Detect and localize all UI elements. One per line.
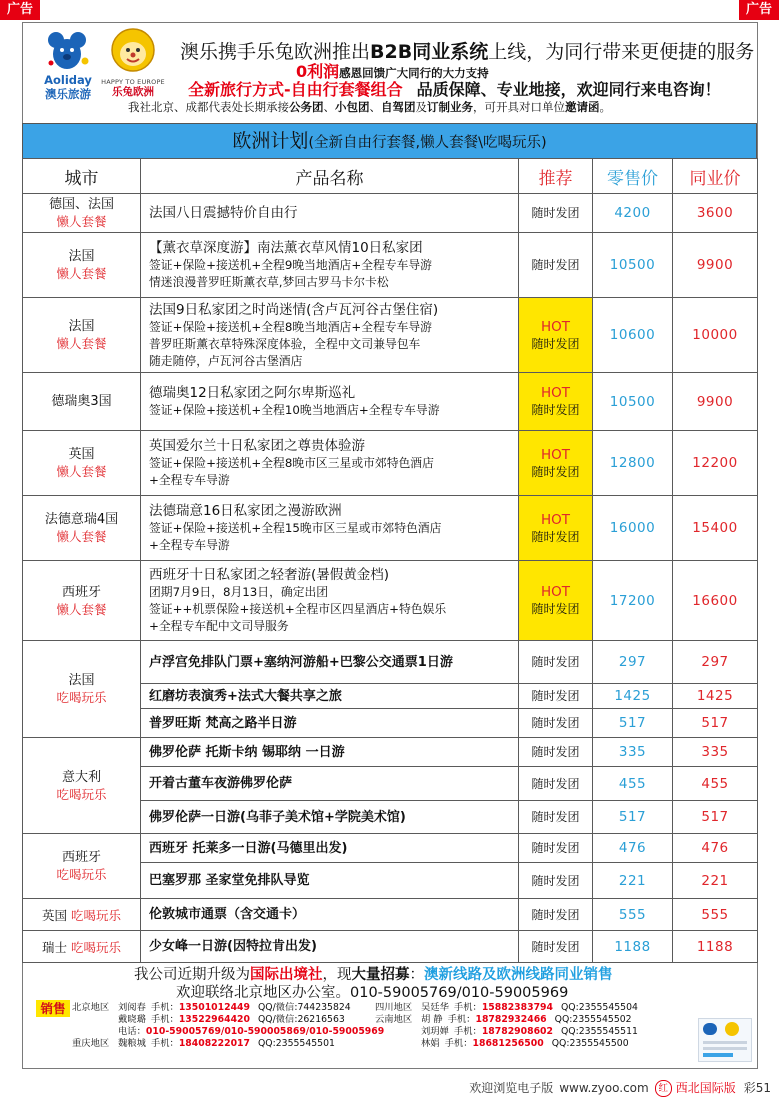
hot-recommend-cell	[519, 298, 593, 373]
retail-price: 476	[593, 834, 673, 863]
departure-text: 随时发团	[531, 529, 580, 544]
sales-name: 刘玥婵	[421, 1026, 449, 1037]
trade-price: 9900	[673, 233, 758, 298]
edition-name: 西北国际版	[675, 1081, 736, 1095]
hot-badge: HOT	[540, 511, 571, 528]
product-detail: 签证+保险+接送机+全程10晚当地酒店+全程专车导游	[149, 403, 440, 417]
sales-contact	[375, 1026, 638, 1038]
retail-price: 4200	[593, 194, 673, 233]
aoliday-logo-english: Aoliday	[44, 73, 92, 87]
recruit-text: ：	[409, 967, 424, 983]
city-cell	[23, 899, 141, 931]
product-cell	[141, 431, 519, 496]
recommend-cell	[519, 233, 593, 298]
departure-text: 随时发团	[531, 907, 580, 922]
services-highlight: 自驾团	[381, 100, 416, 114]
sales-name: 吴廷华	[421, 1002, 449, 1013]
city-name: 西班牙	[61, 850, 101, 865]
departure-text: 随时发团	[531, 655, 580, 669]
recruitment-line	[134, 966, 613, 984]
retail-price: 297	[593, 641, 673, 684]
lion-icon	[105, 28, 161, 74]
activity-name: 红磨坊表演秀+法式大餐共享之旅	[141, 684, 519, 709]
zero-profit: 0利润	[296, 62, 340, 81]
activity-tag: 吃喝玩乐	[71, 907, 122, 923]
product-cell	[141, 561, 519, 641]
package-tag: 懒人套餐	[56, 464, 107, 479]
city-name: 德国、法国	[48, 197, 114, 212]
product-title: 西班牙十日私家团之轻奢游(暑假黄金档)	[149, 567, 390, 583]
retail-price: 10500	[593, 233, 673, 298]
services-text: 。	[599, 100, 611, 114]
product-detail: 签证+保险+接送机+全程8晚当地酒店+全程专车导游	[149, 319, 432, 334]
edition-circle-icon: 红	[655, 1080, 672, 1097]
retail-price: 455	[593, 767, 673, 801]
ad-badge-left: 广告	[0, 0, 40, 20]
recruit-text: ，现	[322, 967, 352, 983]
city-cell	[23, 298, 141, 373]
headline	[180, 41, 754, 63]
phone-label: 手机：	[150, 1002, 179, 1013]
activity-name: 巴塞罗那 圣家堂免排队导览	[141, 863, 519, 899]
table-title-bar	[22, 123, 757, 159]
phone-number: 15882383794	[481, 1002, 553, 1013]
trade-price: 476	[673, 834, 758, 863]
package-tag: 懒人套餐	[56, 529, 107, 544]
retail-price: 221	[593, 863, 673, 899]
trade-price: 16600	[673, 561, 758, 641]
product-title: 法国9日私家团之时尚迷情(含卢瓦河谷古堡住宿)	[149, 301, 439, 318]
services-highlight: 订制业务	[427, 100, 473, 114]
city-inline	[23, 906, 140, 924]
recommend-cell	[519, 801, 593, 834]
retail-price: 1188	[593, 931, 673, 963]
phone-label: 手机：	[453, 1002, 482, 1013]
recruiting-label: 大量招募	[351, 967, 410, 983]
sales-contact	[375, 1002, 638, 1014]
product-title: 【薰衣草深度游】南法薰衣草风情10日私家团	[149, 240, 423, 256]
page-number: 彩51	[743, 1081, 771, 1095]
product-detail: 情迷浪漫普罗旺斯薰衣草,梦回古罗马卡尔卡松	[149, 275, 389, 289]
services-text: 及	[415, 100, 427, 114]
hot-recommend-cell	[519, 373, 593, 431]
header-recommend: 推荐	[519, 159, 593, 194]
hot-badge: HOT	[540, 318, 571, 335]
trade-price: 517	[673, 709, 758, 738]
city-cell	[23, 496, 141, 561]
city-name: 英国	[41, 907, 67, 923]
sales-contact	[375, 1014, 638, 1026]
product-cell	[141, 373, 519, 431]
sales-contact	[72, 1002, 392, 1014]
product-title: 德瑞奥12日私家团之阿尔卑斯巡礼	[149, 385, 356, 401]
trade-price: 335	[673, 738, 758, 767]
recruit-positions: 澳新线路及欧洲线路同业销售	[424, 967, 613, 983]
city-name: 英国	[68, 447, 95, 462]
sales-name: 林娟	[421, 1038, 440, 1049]
e-edition-label: 欢迎浏览电子版	[469, 1081, 554, 1095]
product-detail: +全程专车配中文司导服务	[149, 619, 289, 633]
package-tag: 懒人套餐	[56, 214, 107, 229]
recommend-cell	[519, 834, 593, 863]
headline-b2b: B2B同业系统	[370, 41, 489, 63]
sales-name: 刘阅春	[118, 1002, 146, 1013]
departure-text: 随时发团	[531, 776, 580, 791]
activity-name: 佛罗伦萨 托斯卡纳 锡耶纳 一日游	[141, 738, 519, 767]
phone-label: 手机：	[453, 1026, 482, 1037]
phone-number: 18408222017	[178, 1038, 250, 1049]
sales-contact	[72, 1014, 392, 1026]
retail-price: 16000	[593, 496, 673, 561]
product-title: 法德瑞意16日私家团之漫游欧洲	[149, 503, 342, 519]
package-tag: 懒人套餐	[56, 601, 107, 617]
product-cell	[141, 298, 519, 373]
departure-text: 随时发团	[531, 810, 580, 824]
activity-name: 普罗旺斯 梵高之路半日游	[141, 709, 519, 738]
departure-text: 随时发团	[531, 841, 580, 855]
header-product: 产品名称	[141, 159, 519, 194]
activity-row	[23, 738, 758, 767]
departure-text: 随时发团	[531, 745, 580, 759]
sales-region: 四川地区	[375, 1002, 413, 1013]
qq-id: QQ:2355545504	[560, 1002, 638, 1013]
package-tag: 懒人套餐	[56, 336, 107, 351]
phone-label: 手机：	[150, 1038, 179, 1049]
package-tag: 懒人套餐	[56, 266, 107, 281]
activity-name: 伦敦城市通票（含交通卡）	[141, 899, 519, 931]
activity-name: 佛罗伦萨一日游(乌菲子美术馆+学院美术馆)	[141, 801, 519, 834]
product-detail: 签证++机票保险+接送机+全程市区四星酒店+特色娱乐	[149, 602, 447, 616]
trade-price: 221	[673, 863, 758, 899]
activity-tag: 吃喝玩乐	[56, 786, 107, 802]
aoliday-logo	[38, 30, 98, 101]
table-body	[23, 194, 758, 963]
trade-price: 455	[673, 767, 758, 801]
headline-part-3: 上线，为同行带来更便捷的服务	[488, 41, 755, 63]
product-detail: 团期7月9日，8月13日，确定出团	[149, 585, 329, 599]
departure-text: 随时发团	[531, 336, 580, 351]
qq-id: QQ:2355545501	[257, 1038, 335, 1049]
retail-price: 17200	[593, 561, 673, 641]
package-row	[23, 373, 758, 431]
city-cell	[23, 194, 141, 233]
city-name: 法德意瑞4国	[44, 512, 119, 527]
trade-price: 10000	[673, 298, 758, 373]
page-footer	[469, 1079, 771, 1097]
headline-part-1: 澳乐携手乐兔欧洲推出	[180, 41, 371, 63]
retail-price: 335	[593, 738, 673, 767]
activity-row	[23, 899, 758, 931]
activity-name: 少女峰一日游(因特拉肯出发)	[141, 931, 519, 963]
recommend-cell	[519, 709, 593, 738]
departure-text: 随时发团	[531, 873, 580, 888]
city-cell	[23, 561, 141, 641]
gratitude-text: 感恩回馈广大同行的大力支持	[339, 66, 489, 80]
city-name: 西班牙	[61, 584, 101, 600]
hot-recommend-cell	[519, 431, 593, 496]
departure-text: 随时发团	[531, 939, 580, 954]
package-row	[23, 431, 758, 496]
happy-logo-chinese: 乐兔欧洲	[112, 86, 154, 98]
package-row	[23, 298, 758, 373]
package-row	[23, 561, 758, 641]
trade-price: 12200	[673, 431, 758, 496]
header-trade-price: 同业价	[673, 159, 758, 194]
departure-text: 随时发团	[531, 258, 580, 272]
phone-label: 手机：	[447, 1014, 476, 1025]
trade-price: 3600	[673, 194, 758, 233]
hot-recommend-cell	[519, 561, 593, 641]
recommend-cell	[519, 899, 593, 931]
package-row	[23, 496, 758, 561]
city-cell	[23, 834, 141, 899]
sales-name: 魏粮城	[118, 1038, 146, 1049]
happy-to-europe-logo	[100, 28, 166, 99]
retail-price: 10500	[593, 373, 673, 431]
header-city: 城市	[23, 159, 141, 194]
services-highlight: 小包团	[335, 100, 370, 114]
city-name: 瑞士	[41, 939, 67, 955]
sales-badge: 销售	[36, 1000, 70, 1017]
activity-row	[23, 834, 758, 863]
hot-badge: HOT	[540, 584, 571, 600]
product-title: 法国八日震撼特价自由行	[149, 205, 298, 221]
quality-guarantee: 品质保障、专业地接，欢迎同行来电咨询！	[416, 80, 721, 99]
phone-number: 18782932466	[475, 1014, 547, 1025]
aoliday-logo-chinese: 澳乐旅游	[45, 87, 91, 101]
departure-text: 随时发团	[531, 689, 580, 703]
services-text: 、	[323, 100, 335, 114]
activity-row	[23, 931, 758, 963]
product-detail: 随走随停，卢瓦河谷古堡酒店	[149, 353, 303, 368]
trade-price: 555	[673, 899, 758, 931]
trade-price: 517	[673, 801, 758, 834]
phone-label: 手机：	[150, 1014, 179, 1025]
phone-number: 18782908602	[481, 1026, 553, 1037]
koala-icon	[45, 30, 91, 70]
product-detail: 签证+保险+接送机+全程15晚市区三星或市郊特色酒店	[149, 521, 442, 535]
activity-name: 开着古董车夜游佛罗伦萨	[141, 767, 519, 801]
sales-contact	[375, 1038, 638, 1050]
services-highlight: 邀请函	[565, 100, 600, 114]
sales-name: 戴晓璐	[118, 1014, 146, 1025]
product-detail: 签证+保险+接送机+全程9晚当地酒店+全程专车导游	[149, 258, 432, 272]
recommend-cell	[519, 738, 593, 767]
sales-region: 北京地区	[72, 1002, 110, 1013]
product-detail: 普罗旺斯薰衣草特殊深度体验，全程中文司兼导包车	[149, 336, 421, 351]
departure-text: 随时发团	[531, 206, 580, 220]
retail-price: 517	[593, 801, 673, 834]
qq-id: QQ/微信:744235824	[257, 1002, 351, 1013]
trade-price: 297	[673, 641, 758, 684]
city-inline	[23, 938, 140, 956]
trade-price: 1188	[673, 931, 758, 963]
product-detail: +全程专车导游	[149, 538, 230, 552]
city-cell	[23, 738, 141, 834]
activity-name: 西班牙 托莱多一日游(马德里出发)	[141, 834, 519, 863]
city-name: 法国	[68, 673, 95, 688]
sales-name: 胡 静	[421, 1014, 443, 1025]
sales-contacts-right	[375, 1002, 638, 1050]
happy-logo-english: HAPPY TO EUROPE	[101, 78, 165, 86]
qq-id: QQ/微信:26216563	[257, 1014, 345, 1025]
product-cell	[141, 233, 519, 298]
thumbnail-image	[698, 1018, 752, 1062]
product-cell	[141, 496, 519, 561]
recommend-cell	[519, 931, 593, 963]
new-travel-mode: 全新旅行方式-自由行套餐组合	[188, 80, 403, 99]
city-name: 意大利	[61, 769, 101, 785]
services-text: ，可开具对口单位	[473, 100, 565, 114]
product-cell	[141, 194, 519, 233]
table-subtitle: (全新自由行套餐,懒人套餐\吃喝玩乐)	[308, 135, 547, 151]
sales-region: 云南地区	[375, 1014, 413, 1025]
travel-mode-line	[188, 80, 721, 99]
retail-price: 517	[593, 709, 673, 738]
retail-price: 555	[593, 899, 673, 931]
phone-number: 13501012449	[178, 1002, 250, 1013]
qq-id: QQ:2355545511	[560, 1026, 638, 1037]
phone-label: 手机：	[444, 1038, 473, 1049]
phone-number: 010-59005769/010-590005869/010-59005969	[145, 1026, 385, 1037]
recommend-cell	[519, 684, 593, 709]
city-cell	[23, 373, 141, 431]
hot-recommend-cell	[519, 496, 593, 561]
recommend-cell	[519, 863, 593, 899]
table-header-row	[23, 159, 758, 194]
sales-contacts-left	[72, 1002, 392, 1050]
departure-text: 随时发团	[531, 602, 580, 616]
product-detail: 签证+保险+接送机+全程8晚市区三星或市郊特色酒店	[149, 456, 434, 470]
departure-text: 随时发团	[531, 716, 580, 730]
city-cell	[23, 641, 141, 738]
package-row	[23, 194, 758, 233]
office-contact-line: 欢迎联络北京地区办公室。010-59005769/010-59005969	[176, 985, 569, 1001]
services-text: 、	[369, 100, 381, 114]
sales-contact	[72, 1026, 392, 1038]
header-retail-price: 零售价	[593, 159, 673, 194]
qq-id: QQ:2355545502	[554, 1014, 632, 1025]
activity-tag: 吃喝玩乐	[56, 867, 107, 882]
trade-price: 1425	[673, 684, 758, 709]
hot-badge: HOT	[540, 385, 571, 401]
phone-label: 电话：	[118, 1026, 146, 1037]
site-url: www.zyoo.com	[559, 1081, 649, 1095]
activity-row	[23, 641, 758, 684]
trade-price: 15400	[673, 496, 758, 561]
city-cell	[23, 931, 141, 963]
recommend-cell	[519, 194, 593, 233]
sales-contact	[72, 1038, 392, 1050]
phone-number: 13522964420	[178, 1014, 250, 1025]
package-row	[23, 233, 758, 298]
departure-text: 随时发团	[531, 464, 580, 479]
product-title: 英国爱尔兰十日私家团之尊贵体验游	[149, 438, 365, 454]
hot-badge: HOT	[540, 446, 571, 463]
product-detail: +全程专车导游	[149, 473, 230, 487]
international-agency: 国际出境社	[250, 967, 323, 983]
departure-text: 随时发团	[531, 403, 580, 417]
city-name: 法国	[68, 249, 95, 264]
city-name: 德瑞奥3国	[51, 394, 112, 409]
activity-name: 卢浮宫免排队门票+塞纳河游船+巴黎公交通票1日游	[141, 641, 519, 684]
retail-price: 12800	[593, 431, 673, 496]
europe-plan-table	[22, 158, 758, 963]
ad-badge-right: 广告	[739, 0, 779, 20]
table-title: 欧洲计划	[232, 130, 309, 152]
qq-id: QQ:2355545500	[551, 1038, 629, 1049]
services-text: 我社北京、成都代表处长期承接	[128, 100, 289, 114]
city-cell	[23, 431, 141, 496]
activity-tag: 吃喝玩乐	[56, 690, 107, 705]
retail-price: 1425	[593, 684, 673, 709]
activity-tag: 吃喝玩乐	[71, 939, 122, 955]
office-services-line	[128, 100, 611, 115]
trade-price: 9900	[673, 373, 758, 431]
recommend-cell	[519, 767, 593, 801]
services-highlight: 公务团	[289, 100, 324, 114]
retail-price: 10600	[593, 298, 673, 373]
sales-region: 重庆地区	[72, 1038, 110, 1049]
city-name: 法国	[68, 319, 95, 334]
recruit-text: 我公司近期升级为	[134, 967, 250, 983]
recommend-cell	[519, 641, 593, 684]
phone-number: 18681256500	[472, 1038, 544, 1049]
city-cell	[23, 233, 141, 298]
